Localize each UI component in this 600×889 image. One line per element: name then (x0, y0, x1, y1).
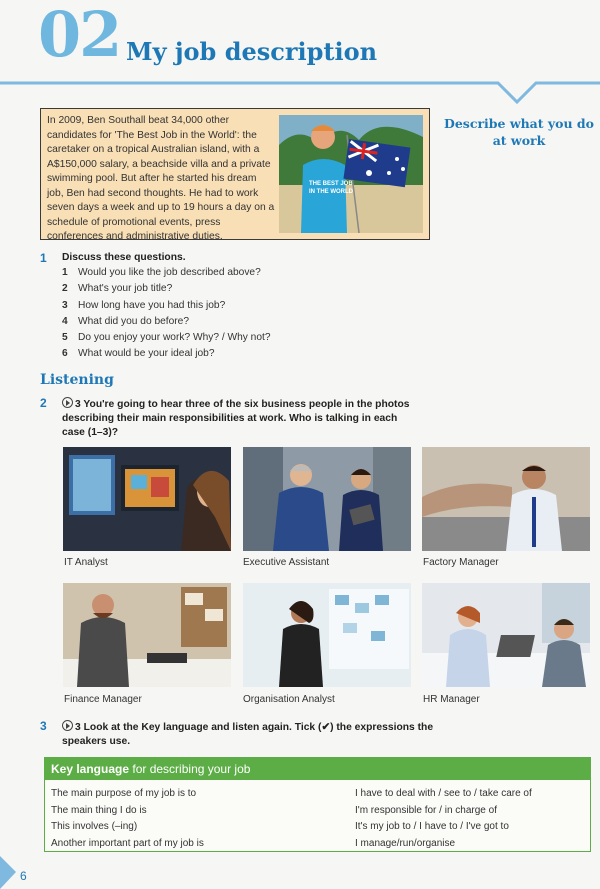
photo-it-analyst (63, 447, 231, 551)
unit-number: 02 (38, 0, 121, 71)
audio-play-icon[interactable] (62, 720, 73, 731)
photo-hr-manager (422, 583, 590, 687)
shirt-text: THE BEST JOB (309, 181, 353, 187)
question-text: Do you enjoy your work? Why? / Why not? (78, 332, 271, 344)
header-rule (0, 80, 600, 108)
key-language-title: Key language (51, 762, 130, 776)
question-number: 2 (62, 283, 68, 295)
question-number: 1 (62, 267, 68, 278)
photo-caption: Finance Manager (64, 694, 142, 705)
photo-executive-assistant (243, 447, 411, 551)
list-item: The main thing I do is (51, 804, 147, 816)
key-language-left-list (51, 786, 204, 852)
question-number: 6 (62, 348, 68, 360)
key-language-header (45, 758, 590, 780)
exercise-1-heading: Discuss these questions. (62, 252, 186, 263)
photo-caption: Executive Assistant (243, 557, 330, 568)
svg-text:IN THE WORLD: IN THE WORLD (309, 189, 353, 195)
question-text: What's your job title? (78, 283, 173, 295)
list-item (62, 281, 382, 297)
list-item: It's my job to / I have to / I've got to (355, 821, 509, 832)
list-item (62, 330, 382, 346)
list-item (62, 346, 382, 362)
list-item: The main purpose of my job is to (51, 788, 197, 799)
photo-caption: IT Analyst (64, 557, 108, 568)
question-text: How long have you had this job? (78, 299, 226, 311)
photo-organisation-analyst (243, 583, 411, 687)
track-number: 3 (75, 722, 81, 733)
unit-title: My job description (126, 37, 378, 66)
page-corner-tab (0, 856, 16, 889)
key-language-subtitle: for describing your job (132, 762, 251, 776)
audio-play-icon[interactable] (62, 397, 73, 408)
section-title-listening: Listening (40, 372, 114, 388)
list-item: Another important part of my job is (51, 837, 204, 849)
question-text: Would you like the job described above? (78, 267, 261, 278)
question-text: What did you do before? (78, 315, 190, 327)
list-item: I'm responsible for / in charge of (355, 804, 497, 816)
photo-caption: HR Manager (423, 694, 480, 705)
exercise-2-text: You're going to hear three of the six business people in the photos describing their main responsibilities at work. Who is talking in each case (1–3)? (62, 399, 410, 438)
photo-finance-manager (63, 583, 231, 687)
photo-factory-manager (422, 447, 590, 551)
question-list (62, 265, 382, 363)
question-number: 4 (62, 315, 68, 327)
exercise-3-heading (62, 719, 442, 749)
key-language-box (44, 757, 591, 852)
list-item (62, 298, 382, 314)
exercise-3-text: Look at the Key language and listen again. Tick (✔) the expressions the speakers use. (62, 722, 434, 747)
photo-caption: Organisation Analyst (243, 694, 335, 705)
page-number: 6 (20, 869, 27, 883)
exercise-3-number: 3 (40, 719, 47, 733)
key-language-right-list (355, 786, 532, 852)
list-item (62, 265, 382, 281)
intro-photo (279, 115, 423, 233)
question-text: What would be your ideal job? (78, 348, 215, 360)
intro-text: In 2009, Ben Southall beat 34,000 other candidates for 'The Best Job in the World': the caretaker on a tropical Australian island, with a A$150,000 salary, a beachside villa and a private swimming pool. But after he started his dream job, Ben had second thoughts. He had to work seven days a week and up to 19 hours a day on a schedule of promotional events, press conferences and administrative duties. (47, 115, 275, 242)
list-item: I have to deal with / see to / take care of (355, 788, 532, 799)
intro-box (40, 108, 430, 240)
exercise-1-number: 1 (40, 251, 47, 265)
photo-caption: Factory Manager (423, 557, 499, 568)
list-item: This involves (–ing) (51, 821, 138, 832)
question-number: 5 (62, 332, 68, 344)
question-number: 3 (62, 299, 68, 311)
exercise-2-number: 2 (40, 396, 47, 410)
exercise-2-heading (62, 396, 422, 440)
list-item: I manage/run/organise (355, 837, 456, 849)
track-number: 3 (75, 399, 81, 410)
list-item (62, 314, 382, 330)
side-note: Describe what you do at work (444, 116, 595, 148)
